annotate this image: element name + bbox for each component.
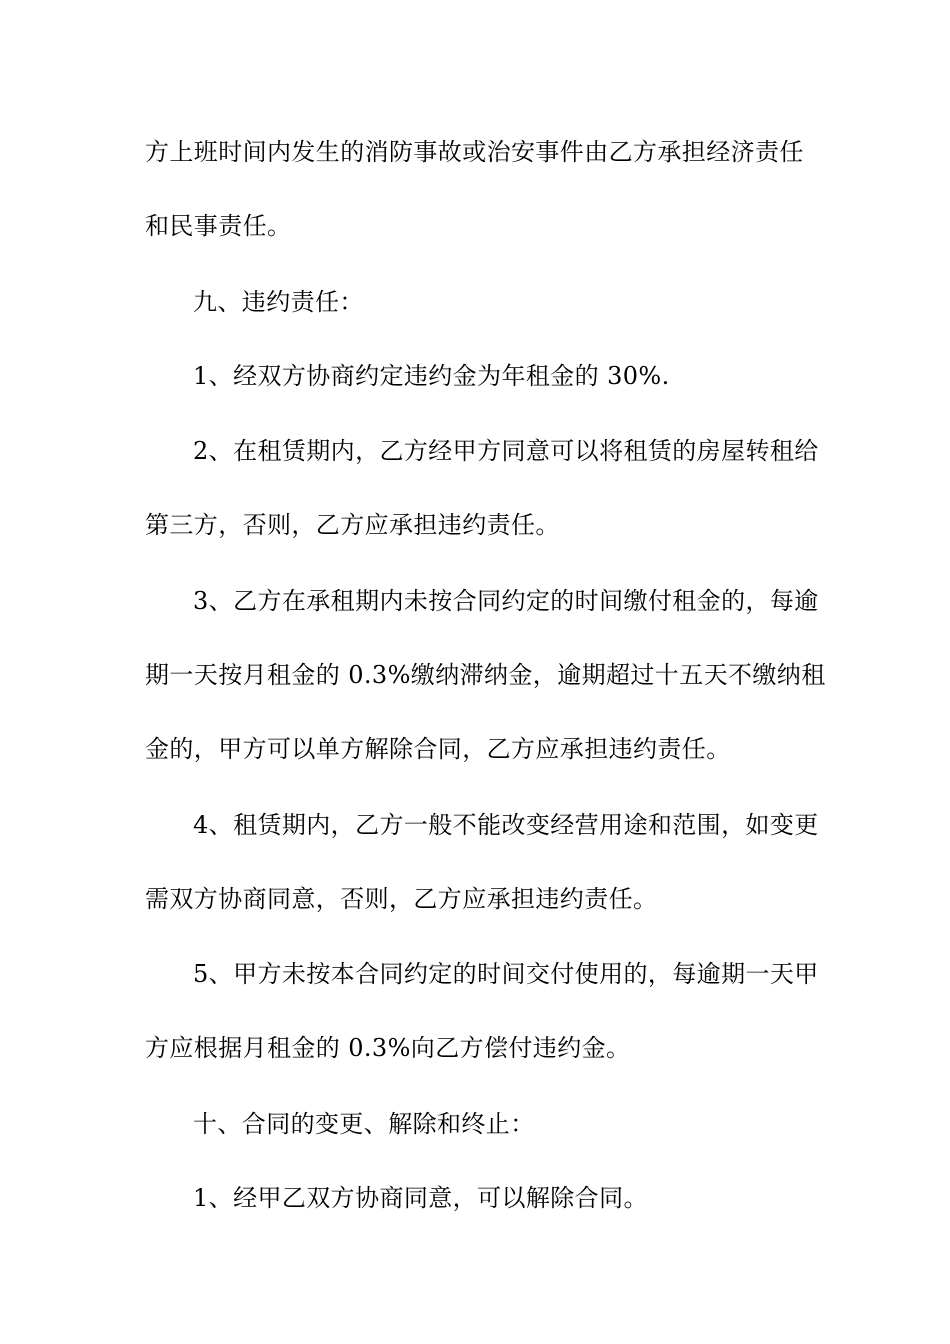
- clause-3-late-rent-line-3: 金的，甲方可以单方解除合同，乙方应承担违约责任。: [145, 735, 731, 763]
- clause-3-late-rent-line-1: 3、乙方在承租期内未按合同约定的时间缴付租金的，每逾: [193, 587, 819, 615]
- paragraph-fire-safety-line-2: 和民事责任。: [145, 212, 292, 240]
- clause-3-late-rent-line-2: 期一天按月租金的 0.3%缴纳滞纳金，逾期超过十五天不缴纳租: [145, 661, 826, 689]
- paragraph-fire-safety-line-1: 方上班时间内发生的消防事故或治安事件由乙方承担经济责任: [145, 138, 804, 166]
- section-heading-liability: 九、违约责任：: [193, 288, 364, 316]
- clause-4-usage-line-2: 需双方协商同意，否则，乙方应承担违约责任。: [145, 885, 658, 913]
- clause-4-usage-line-1: 4、租赁期内，乙方一般不能改变经营用途和范围，如变更: [193, 811, 819, 839]
- clause-2-sublease-line-1: 2、在租赁期内，乙方经甲方同意可以将租赁的房屋转租给: [193, 437, 819, 465]
- clause-1-penalty: 1、经双方协商约定违约金为年租金的 30%.: [193, 362, 670, 390]
- clause-5-delivery-line-1: 5、甲方未按本合同约定的时间交付使用的，每逾期一天甲: [193, 960, 819, 988]
- clause-5-delivery-line-2: 方应根据月租金的 0.3%向乙方偿付违约金。: [145, 1034, 631, 1062]
- termination-clause-1: 1、经甲乙双方协商同意，可以解除合同。: [193, 1184, 648, 1212]
- section-heading-change-termination: 十、合同的变更、解除和终止：: [193, 1110, 535, 1138]
- clause-2-sublease-line-2: 第三方，否则，乙方应承担违约责任。: [145, 511, 560, 539]
